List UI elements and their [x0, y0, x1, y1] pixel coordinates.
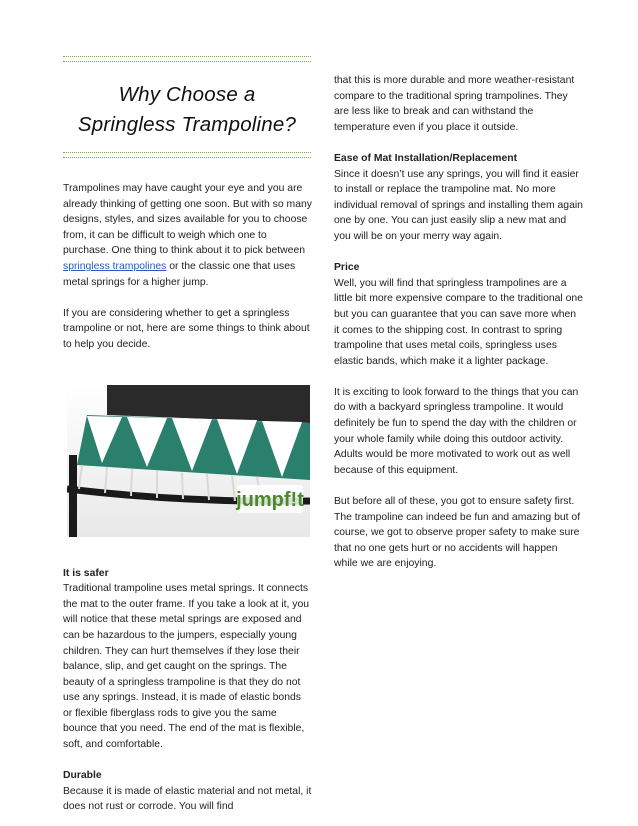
title-rule-bottom: [63, 152, 311, 158]
safer-paragraph: Traditional trampoline uses metal springs. It connects the mat to the outer frame. If you take a look at it, you will notice that these metal springs are exposed and can be hazardous to the jumpers, especially young children. They can hurt themselves if they lose their balance, slip, and get caught on the springs. The beauty of a springless trampoline is that they do not use any springs. Instead, it is made of elastic bonds or flexible fiberglass rods to give you the same bounce that you need. The end of the mat is flexible, soft, and comfortable.: [63, 583, 310, 751]
intro-paragraph-2: If you are considering whether to get a springless trampoline or not, here are some things to think about to help you decide.: [63, 307, 310, 350]
jumpfit-logo: [235, 485, 304, 513]
page-title: [63, 80, 311, 140]
durable-paragraph-left: Because it is made of elastic material and not metal, it does not rust or corrode. You will find: [63, 785, 312, 813]
mat-paragraph: Since it doesn’t use any springs, you will find it easier to install or replace the trampoline mat. No more individual removal of springs and installing them again one by one. You can just easily slip a new mat and you will be on your merry way again.: [334, 168, 583, 242]
intro-text-after: or the classic one that uses metal springs for a higher jump.: [63, 260, 296, 288]
left-column: [63, 56, 313, 815]
price-paragraph: Well, you will find that springless trampolines are a little bit more expensive compare to the traditional one but you can guarantee that you can save more when it comes to the shipping cost. In contrast to spring trampoline that uses metal coils, springless uses elastic bands, which make it a lighter package.: [334, 277, 583, 367]
closing-paragraph-1: It is exciting to look forward to the things that you can do with a backyard springless trampoline. It would definitely be fun to spend the day with the children or your whole family while doing this outdoor activity. Adults would be more motivated to work out as well because of this equipment.: [334, 386, 579, 476]
intro-paragraph-1: [63, 181, 313, 290]
frame-leg: [69, 455, 77, 537]
page-title-line1: Why Choose a: [118, 83, 256, 106]
logo-text: jumpf!t: [236, 488, 304, 511]
right-column: [334, 73, 584, 572]
trampoline-photo: [67, 385, 310, 537]
title-box: [63, 56, 311, 158]
closing-paragraph-2: But before all of these, you got to ensure safety first. The trampoline can indeed be fun and amazing but of course, we got to observe proper safety to make sure that no one gets hurt or no accidents will happen while we are enjoying.: [334, 496, 581, 570]
page-title-line2: Springless Trampoline?: [77, 113, 297, 136]
intro-text-before: Trampolines may have caught your eye and you are already thinking of getting one soon. But with so many designs, styles, and sizes available for you to choose from, it can be difficult to weigh which one to purchase. One thing to think about it to pick between: [63, 183, 312, 257]
heading-ease-of-mat-installation: Ease of Mat Installation/Replacement: [334, 152, 518, 164]
heading-price: Price: [334, 262, 360, 274]
heading-durable: Durable: [63, 770, 102, 782]
title-rule-top: [63, 56, 311, 62]
durable-paragraph-right: that this is more durable and more weather-resistant compare to the traditional spring trampolines. They are less like to break and can withstand the temperature even if you place it outside.: [334, 75, 575, 133]
heading-it-is-safer: It is safer: [63, 567, 109, 579]
springless-trampolines-link[interactable]: springless trampolines: [63, 260, 167, 272]
trampoline-illustration: [67, 385, 310, 537]
